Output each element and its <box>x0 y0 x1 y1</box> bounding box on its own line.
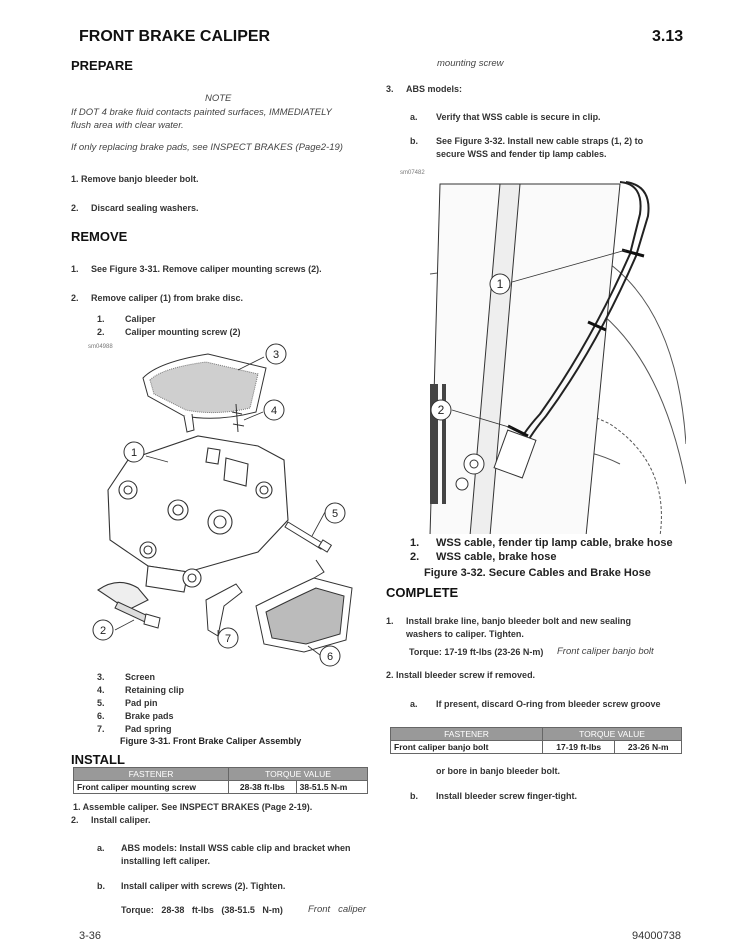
complete-sub-a-num: a. <box>410 699 418 709</box>
install-table-nm: 38-51.5 N-m <box>296 781 367 794</box>
prepare-step-1: 1. Remove banjo bleeder bolt. <box>71 174 199 184</box>
fig32-callout-2: 2 <box>437 403 445 417</box>
remove-step-1: See Figure 3-31. Remove caliper mounting screws (2). <box>91 264 322 274</box>
complete-table-col-fastener: FASTENER <box>391 728 543 741</box>
fig31-callout-1: 1 <box>130 447 138 459</box>
complete-table-nm: 23-26 N-m <box>615 741 682 754</box>
fig32-legend-num-1: 1. <box>410 537 420 549</box>
brake-pads-part <box>256 560 352 652</box>
install-step-2: Install caliper. <box>91 815 151 825</box>
complete-table-fastener: Front caliper banjo bolt <box>391 741 543 754</box>
remove-step-2-num: 2. <box>71 293 79 303</box>
complete-sub-b-num: b. <box>410 791 418 801</box>
complete-torque-table <box>390 727 682 754</box>
complete-heading: COMPLETE <box>386 585 459 600</box>
fig32-legend-label-1: WSS cable, fender tip lamp cable, brake hose <box>436 537 673 549</box>
complete-step-1-num: 1. <box>386 616 394 626</box>
complete-step-1-line-1: Install brake line, banjo bleeder bolt and new sealing <box>406 616 632 626</box>
remove-step-2: Remove caliper (1) from brake disc. <box>91 293 244 303</box>
complete-torque-bold: Torque: 17-19 ft-lbs (23-26 N-m) <box>409 647 544 657</box>
fig31-legend-label-7: Pad spring <box>125 724 172 734</box>
install-torque-table <box>73 767 368 794</box>
abs-sub-b-line-1: See Figure 3-32. Install new cable straps (1, 2) to <box>436 136 644 146</box>
install-sub-a-num: a. <box>97 843 105 853</box>
abs-sub-a-num: a. <box>410 112 418 122</box>
abs-sub-a: Verify that WSS cable is secure in clip. <box>436 112 601 122</box>
abs-sub-b-line-2: secure WSS and fender tip lamp cables. <box>436 149 607 159</box>
install-table-ftlbs: 28-38 ft-lbs <box>229 781 297 794</box>
fig32-legend-num-2: 2. <box>410 551 420 563</box>
fig31-legend-label-3: Screen <box>125 672 156 682</box>
remove-step-1-num: 1. <box>71 264 79 274</box>
note-label: NOTE <box>205 93 232 104</box>
fig32-code: sm07482 <box>400 170 425 176</box>
install-torque-bold: Torque: 28-38 ft-lbs (38-51.5 N-m) <box>121 905 283 915</box>
fig31-caption: Figure 3-31. Front Brake Caliper Assembly <box>120 736 302 746</box>
complete-step-1-line-2: washers to caliper. Tighten. <box>406 629 524 639</box>
complete-table-ftlbs: 17-19 ft-lbs <box>543 741 615 754</box>
fig31-code: sm04988 <box>88 344 113 350</box>
abs-step-3: ABS models: <box>406 84 463 94</box>
fig31-legend-label-5: Pad pin <box>125 698 158 708</box>
fig31-legend-label-4: Retaining clip <box>125 685 185 695</box>
install-sub-b-num: b. <box>97 881 105 891</box>
install-step-1: 1. Assemble caliper. See INSPECT BRAKES (Page 2-19). <box>73 802 313 812</box>
fig31-callout-7: 7 <box>224 633 232 645</box>
pad-spring-part <box>206 584 242 636</box>
fig32-legend-label-2: WSS cable, brake hose <box>436 551 557 563</box>
complete-torque-italic: Front caliper banjo bolt <box>557 646 654 657</box>
mounting-screw-part <box>115 602 160 628</box>
page-title: FRONT BRAKE CALIPER <box>79 28 271 45</box>
fig31-legend-num-4: 4. <box>97 685 105 695</box>
fig31-callout-5: 5 <box>331 508 339 520</box>
complete-table-col-torque: TORQUE VALUE <box>543 728 682 741</box>
install-heading: INSTALL <box>71 752 125 767</box>
abs-step-3-num: 3. <box>386 84 394 94</box>
pad-pin-part <box>285 522 331 552</box>
install-sub-a-line-2: installing left caliper. <box>121 856 211 866</box>
figure-3-32-cables-brake-hose <box>390 164 686 570</box>
install-sub-b: Install caliper with screws (2). Tighten. <box>121 881 286 891</box>
fig31-legend-num-3: 3. <box>97 672 105 682</box>
complete-sub-a-line-1: If present, discard O-ring from bleeder screw groove <box>436 699 661 709</box>
footer-doc-number: 94000738 <box>632 930 681 942</box>
caliper-body-part <box>98 436 288 610</box>
prepare-heading: PREPARE <box>71 58 133 73</box>
note-line-2: flush area with clear water. <box>71 120 184 131</box>
complete-sub-a-line-2: or bore in banjo bleeder bolt. <box>436 766 561 776</box>
install-table-col-fastener: FASTENER <box>74 768 229 781</box>
install-step-2-num: 2. <box>71 815 79 825</box>
section-number: 3.13 <box>652 28 684 45</box>
prepare-step-2-num: 2. <box>71 203 79 213</box>
install-table-fastener: Front caliper mounting screw <box>74 781 229 794</box>
fig32-caption: Figure 3-32. Secure Cables and Brake Hose <box>424 567 651 579</box>
fig31-legend-label-2: Caliper mounting screw (2) <box>125 327 241 337</box>
fig31-callout-6: 6 <box>326 651 334 663</box>
note-line-1: If DOT 4 brake fluid contacts painted surfaces, IMMEDIATELY <box>71 107 332 118</box>
fig31-legend-label-6: Brake pads <box>125 711 174 721</box>
fig31-legend-num-7: 7. <box>97 724 105 734</box>
abs-sub-b-num: b. <box>410 136 418 146</box>
install-torque-italic: Front caliper <box>308 904 367 915</box>
fig31-callout-2: 2 <box>99 625 107 637</box>
fig31-callout-4: 4 <box>270 405 278 417</box>
fig31-callout-3: 3 <box>272 349 280 361</box>
prepare-step-2: Discard sealing washers. <box>91 203 199 213</box>
install-torque-continued: mounting screw <box>437 58 504 69</box>
complete-step-2: 2. Install bleeder screw if removed. <box>386 670 536 680</box>
install-sub-a-line-1: ABS models: Install WSS cable clip and bracket when <box>121 843 351 853</box>
fig32-callout-1: 1 <box>496 277 504 291</box>
fig31-legend-num-5: 5. <box>97 698 105 708</box>
fig31-legend-num-2: 2. <box>97 327 105 337</box>
install-table-col-torque: TORQUE VALUE <box>229 768 368 781</box>
remove-heading: REMOVE <box>71 229 128 244</box>
screen-part <box>143 354 266 432</box>
figure-3-31-caliper-assembly <box>88 340 358 670</box>
fig31-legend-num-1: 1. <box>97 314 105 324</box>
fig31-legend-num-6: 6. <box>97 711 105 721</box>
complete-sub-b: Install bleeder screw finger-tight. <box>436 791 578 801</box>
pads-note: If only replacing brake pads, see INSPECT BRAKES (Page2-19) <box>71 142 343 153</box>
fig31-legend-label-1: Caliper <box>125 314 156 324</box>
footer-page-number: 3-36 <box>79 930 102 942</box>
